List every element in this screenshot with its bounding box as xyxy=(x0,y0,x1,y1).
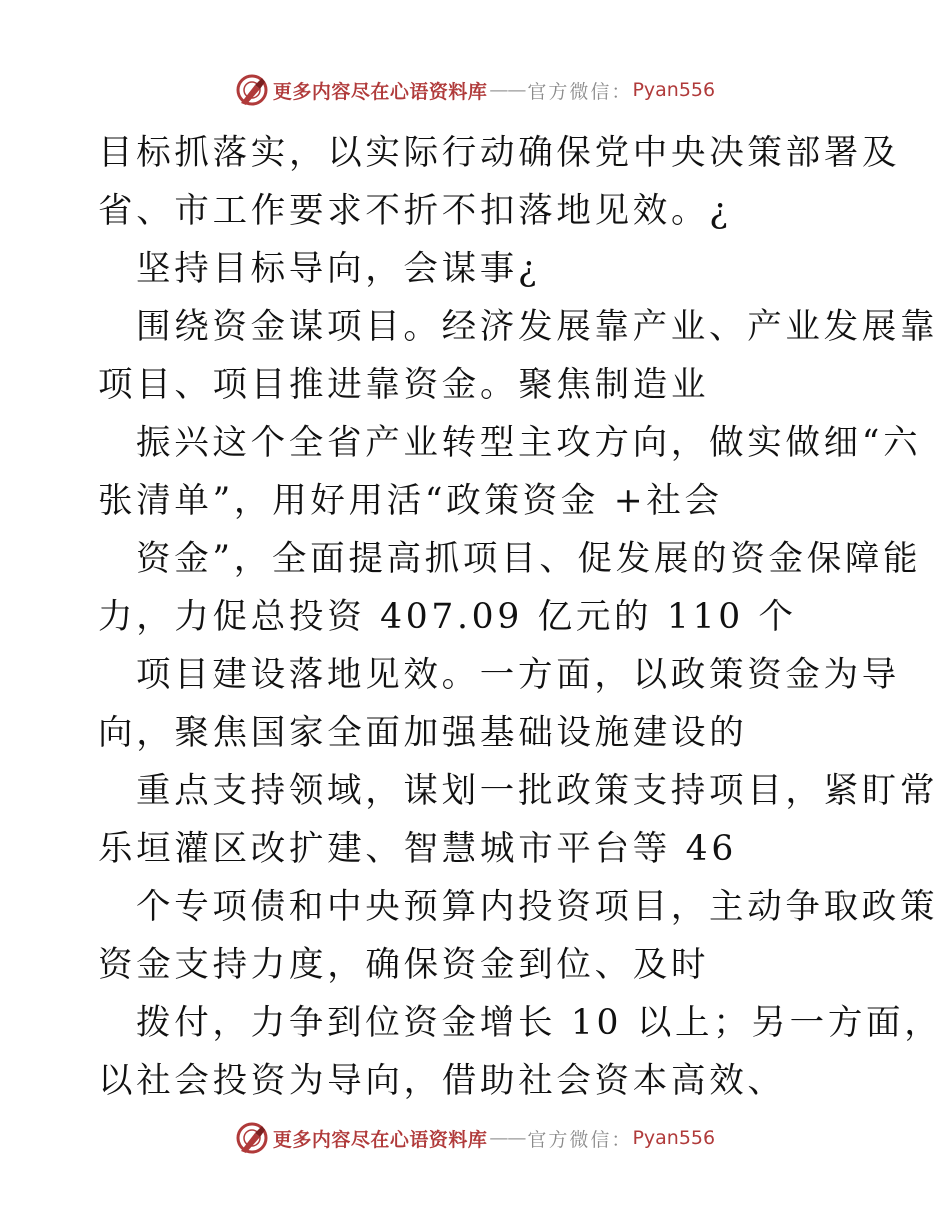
text-line: 资金”，全面提高抓项目、促发展的资金保障能 xyxy=(136,539,922,579)
text-line: 以社会投资为导向，借助社会资本高效、 xyxy=(98,1061,786,1101)
text-line: 向，聚焦国家全面加强基础设施建设的 xyxy=(98,713,748,753)
text-line: 拨付，力争到位资金增长 10 以上；另一方面， xyxy=(136,1003,943,1043)
banner-wechat-id: Pyan556 xyxy=(632,79,716,101)
text-line: 省、市工作要求不折不扣落地见效。¿ xyxy=(98,191,732,231)
banner-text: 更多内容尽在心语资料库 xyxy=(272,80,488,103)
text-line: 乐垣灌区改扩建、智慧城市平台等 46 xyxy=(98,829,737,869)
banner-wechat-id: Pyan556 xyxy=(632,1127,716,1149)
banner-official-label: 官方微信： xyxy=(527,80,633,103)
banner-text: 更多内容尽在心语资料库 xyxy=(272,1128,488,1151)
text-line: 围绕资金谋项目。经济发展靠产业、产业发展靠 xyxy=(136,307,939,347)
document-body xyxy=(98,124,943,1110)
text-line: 重点支持领域，谋划一批政策支持项目，紧盯常 xyxy=(136,771,939,811)
banner-official-label: 官方微信： xyxy=(527,1128,633,1151)
text-line: 项目建设落地见效。一方面，以政策资金为导 xyxy=(136,655,900,695)
text-line: 项目、项目推进靠资金。聚焦制造业 xyxy=(98,365,710,405)
pen-logo-icon xyxy=(235,1121,269,1155)
text-line: 资金支持力度，确保资金到位、及时 xyxy=(98,945,710,985)
text-line: 振兴这个全省产业转型主攻方向，做实做细“六 xyxy=(136,423,922,463)
banner-separator: —— xyxy=(489,1127,526,1149)
text-line: 力，力促总投资 407.09 亿元的 110 个 xyxy=(98,597,797,637)
pen-logo-icon xyxy=(235,73,269,107)
text-line: 张清单”，用好用活“政策资金 +社会 xyxy=(98,481,723,521)
section-heading: 坚持目标导向，会谋事¿ xyxy=(136,249,541,289)
text-line: 个专项债和中央预算内投资项目，主动争取政策 xyxy=(136,887,939,927)
banner-separator: —— xyxy=(489,79,526,101)
header-watermark-banner xyxy=(0,70,950,110)
text-line: 目标抓落实，以实际行动确保党中央决策部署及 xyxy=(98,133,901,173)
footer-watermark-banner xyxy=(0,1118,950,1158)
